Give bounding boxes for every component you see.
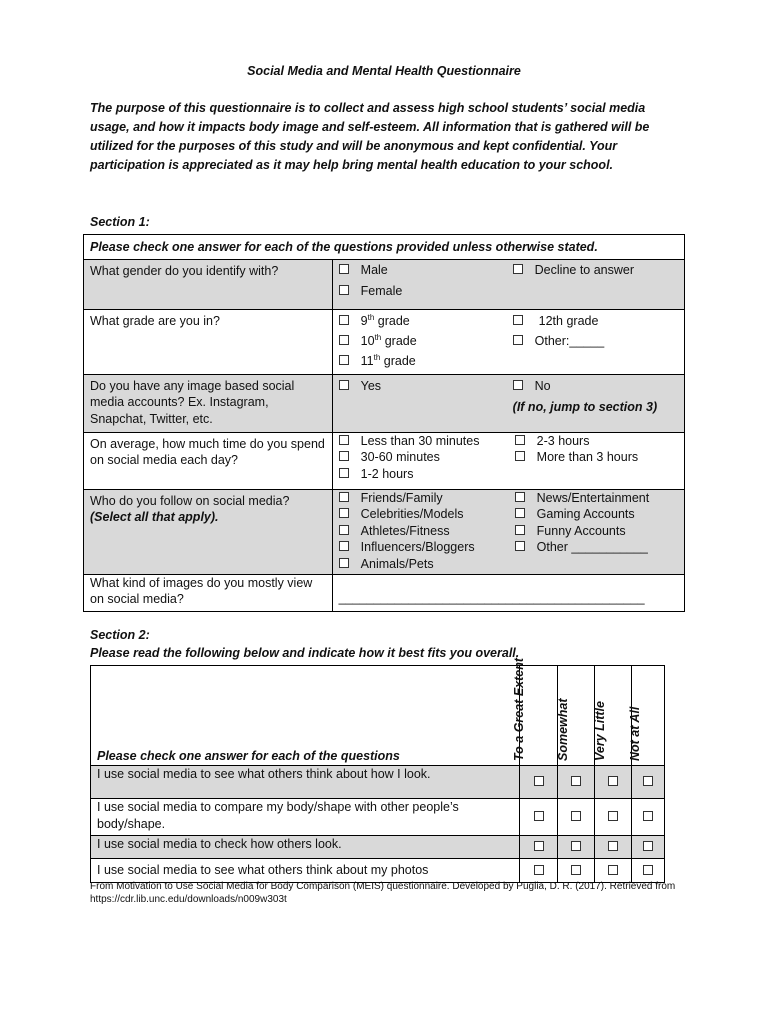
checkbox[interactable] [339, 264, 349, 274]
option-athletes[interactable] [339, 523, 450, 540]
s2-cell[interactable] [632, 799, 665, 836]
option-animals[interactable] [339, 556, 434, 573]
s2-cell[interactable] [595, 799, 632, 836]
s2-cell[interactable] [632, 836, 665, 859]
option-label: Decline to answer [534, 262, 635, 277]
option-no[interactable] [513, 378, 551, 395]
checkbox[interactable] [339, 541, 349, 551]
option-female[interactable] [339, 283, 403, 300]
checkbox[interactable] [643, 776, 653, 786]
checkbox[interactable] [339, 435, 349, 445]
option-more-3[interactable] [515, 449, 638, 466]
option-label: Celebrities/Models [360, 507, 464, 521]
answer-line[interactable]: ____________________________________________ [338, 590, 645, 605]
s2-cell[interactable] [520, 836, 558, 859]
q-grade: What grade are you in? [84, 309, 333, 374]
col-header-very-little [595, 666, 632, 766]
q-who-follow [84, 489, 333, 574]
follow-options [332, 489, 684, 574]
checkbox[interactable] [571, 841, 581, 851]
checkbox[interactable] [571, 776, 581, 786]
grade-number: 11 [360, 353, 374, 368]
checkbox[interactable] [339, 285, 349, 295]
checkbox[interactable] [513, 264, 523, 274]
option-label: Male [360, 262, 388, 277]
s2-cell[interactable] [632, 859, 665, 883]
option-celebrities[interactable] [339, 506, 464, 523]
s2-row-question: I use social media to see what others think about my photos [91, 859, 520, 883]
option-influencers[interactable] [339, 539, 475, 556]
grade-number: 9 [360, 313, 368, 328]
checkbox[interactable] [515, 451, 525, 461]
page-title: Social Media and Mental Health Questionnaire [247, 64, 521, 78]
s2-cell[interactable] [595, 766, 632, 799]
option-label: Less than 30 minutes [360, 433, 480, 448]
option-news[interactable] [515, 490, 650, 507]
s2-row-question: I use social media to compare my body/shape with other people’s body/shape. [91, 799, 520, 836]
option-gaming[interactable] [515, 506, 635, 523]
checkbox[interactable] [513, 380, 523, 390]
superscript: th [373, 352, 381, 362]
checkbox[interactable] [339, 492, 349, 502]
checkbox[interactable] [534, 865, 544, 875]
checkbox[interactable] [515, 541, 525, 551]
checkbox[interactable] [534, 776, 544, 786]
checkbox[interactable] [643, 865, 653, 875]
checkbox[interactable] [608, 865, 618, 875]
option-1-2[interactable] [339, 466, 414, 483]
option-label: Other:_____ [534, 333, 605, 348]
col-header-not-at-all [628, 666, 665, 766]
s2-cell[interactable] [520, 766, 558, 799]
option-label: 30-60 minutes [360, 450, 440, 464]
option-label: No [534, 378, 551, 393]
grade-options [332, 309, 684, 374]
checkbox[interactable] [339, 508, 349, 518]
option-label: 12th grade [538, 313, 599, 328]
grade-number: 10 [360, 333, 375, 348]
s2-cell[interactable] [558, 836, 595, 859]
checkbox[interactable] [515, 492, 525, 502]
col-label: Somewhat [556, 698, 571, 761]
option-10th[interactable] [339, 333, 417, 350]
option-label: Animals/Pets [360, 556, 434, 571]
grade-word: grade [381, 333, 417, 348]
q-gender: What gender do you identify with? [84, 259, 333, 309]
checkbox[interactable] [643, 841, 653, 851]
option-30-60[interactable] [339, 449, 440, 466]
checkbox[interactable] [608, 841, 618, 851]
checkbox[interactable] [339, 468, 349, 478]
option-label: More than 3 hours [536, 450, 639, 464]
option-decline[interactable] [513, 262, 634, 279]
s2-row-question: I use social media to see what others think about how I look. [91, 766, 520, 799]
option-label: 1-2 hours [360, 466, 414, 481]
s2-row-question: I use social media to check how others look. [91, 836, 520, 859]
gender-options [332, 259, 684, 309]
s2-cell[interactable] [558, 799, 595, 836]
section2-instruction: Please read the following below and indicate how it best fits you overall. [90, 646, 520, 660]
checkbox[interactable] [513, 335, 523, 345]
option-2-3[interactable] [515, 433, 590, 450]
note-open: (If no, [512, 399, 551, 414]
jump-note [513, 399, 657, 416]
superscript: th [367, 312, 375, 322]
option-9th[interactable] [339, 313, 410, 330]
q-image-kinds: What kind of images do you mostly view on social media? [84, 574, 333, 611]
checkbox[interactable] [515, 435, 525, 445]
checkbox[interactable] [534, 811, 544, 821]
col-label: Not at All [628, 706, 643, 761]
section1-table [83, 234, 685, 612]
intro-paragraph: The purpose of this questionnaire is to collect and assess high school students’ social media usage, and how it impacts body image and self-esteem. All information that is gathered will be utilized for the purposes of this study and will be anonymous and kept confidential. Your participation is appreciated as it may help bring mental health education to your school. [90, 101, 650, 172]
checkbox[interactable] [513, 315, 523, 325]
option-label: Yes [360, 378, 382, 393]
col-header-somewhat [558, 666, 595, 766]
image-kinds-answer[interactable] [332, 574, 684, 611]
option-label: Funny Accounts [536, 523, 626, 538]
checkbox[interactable] [339, 380, 349, 390]
option-label: Athletes/Fitness [360, 523, 450, 538]
col-header-great-extent [511, 657, 558, 766]
option-label: 2-3 hours [536, 433, 590, 448]
s2-cell[interactable] [595, 859, 632, 883]
q-time-spent: On average, how much time do you spend on social media each day? [84, 432, 333, 489]
question-text: Who do you follow on social media? [90, 493, 290, 508]
s2-cell[interactable] [632, 766, 665, 799]
section1-instruction: Please check one answer for each of the questions provided unless otherwise stated. [84, 235, 685, 260]
checkbox[interactable] [515, 508, 525, 518]
checkbox[interactable] [571, 865, 581, 875]
footnote: From Motivation to Use Social Media for Body Comparison (MEIS) questionnaire. Developed by Puglia, D. R. (2017). Retrieved from https://cdr.lib.unc.edu/downloads/n009w303t [90, 881, 676, 905]
checkbox[interactable] [534, 841, 544, 851]
s2-cell[interactable] [595, 836, 632, 859]
option-other-follow[interactable] [515, 539, 648, 556]
option-label: Friends/Family [360, 490, 443, 505]
s2-cell[interactable] [558, 766, 595, 799]
grade-word: grade [374, 313, 410, 328]
note-close: ) [652, 399, 658, 414]
option-other-grade[interactable] [513, 333, 605, 350]
option-11th[interactable] [339, 353, 416, 370]
checkbox[interactable] [339, 355, 349, 365]
option-label: Gaming Accounts [536, 507, 635, 521]
option-male[interactable] [339, 262, 388, 279]
superscript: th [374, 332, 382, 342]
accounts-options [332, 374, 684, 432]
checkbox[interactable] [339, 558, 349, 568]
option-less-30[interactable] [339, 433, 480, 450]
checkbox[interactable] [339, 525, 349, 535]
s2-cell[interactable] [520, 859, 558, 883]
checkbox[interactable] [571, 811, 581, 821]
checkbox[interactable] [339, 335, 349, 345]
col-label: To a Great Extent [511, 657, 526, 761]
option-label: Influencers/Bloggers [360, 540, 475, 554]
checkbox[interactable] [339, 315, 349, 325]
section2-table [90, 657, 665, 883]
s2-cell[interactable] [520, 799, 558, 836]
grade-word: grade [380, 353, 416, 368]
section1-label: Section 1: [90, 215, 150, 229]
checkbox[interactable] [339, 451, 349, 461]
option-label: Other ___________ [536, 540, 648, 554]
time-options [332, 432, 684, 489]
option-friends[interactable] [339, 490, 443, 507]
option-12th[interactable] [513, 313, 599, 330]
checkbox[interactable] [608, 811, 618, 821]
section2-header-text: Please check one answer for each of the questions [91, 666, 520, 766]
col-label: Very Little [593, 701, 608, 761]
s2-cell[interactable] [558, 859, 595, 883]
question-subtext: (Select all that apply). [90, 510, 219, 524]
option-yes[interactable] [339, 378, 381, 395]
option-label: Female [360, 283, 403, 298]
section2-label: Section 2: [90, 628, 150, 642]
checkbox[interactable] [643, 811, 653, 821]
option-label: News/Entertainment [536, 490, 650, 505]
option-funny[interactable] [515, 523, 626, 540]
checkbox[interactable] [608, 776, 618, 786]
note-bold: jump to section 3 [550, 399, 653, 414]
q-image-accounts: Do you have any image based social media accounts? Ex. Instagram, Snapchat, Twitter, etc. [84, 374, 333, 432]
checkbox[interactable] [515, 525, 525, 535]
